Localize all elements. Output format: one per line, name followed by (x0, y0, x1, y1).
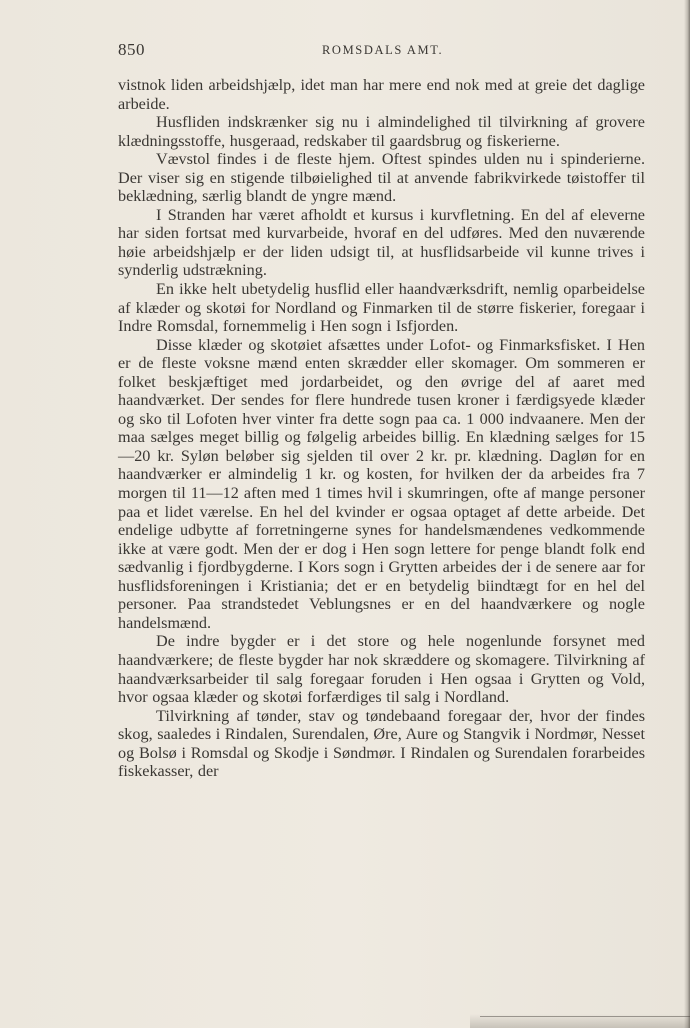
paragraph: I Stranden har været afholdt et kursus i kurvfletning. En del af eleverne har siden fortsat med kurvarbeide, hvoraf en del udføres. Med den nuværende høie arbeidshjælp er der liden udsigt til, at husflidsarbeide vil kunne trives i synderlig udstrækning. (118, 205, 645, 280)
paragraph: Disse klæder og skotøiet afsættes under Lofot- og Finmarksfisket. I Hen er de fleste voksne mænd enten skrædder eller skomager. Om sommeren er folket beskjæftiget med jordarbeidet, og den øvrige del af aaret med haandværket. Der sendes for flere hundrede tusen kroner i færdigsyede klæder og sko til Lofoten hver vinter fra dette sogn paa ca. 1 000 indvaanere. Men der maa sælges meget billig og følgelig arbeides billig. En klædning sælges for 15—20 kr. Syløn beløber sig sjelden til over 2 kr. pr. klædning. Dagløn for en haandværker er almindelig 1 kr. og kosten, for hvilken der da arbeides fra 7 morgen til 11—12 aften med 1 times hvil i skumringen, ofte af mange personer paa et lidet værelse. En hel del kvinder er ogsaa optaget af dette arbeide. Det endelige udbytte af forretningerne synes for handelsmændenes vedkommende ikke at være godt. Men der er dog i Hen sogn lettere for penge blandt folk end sædvanlig i fjordbygderne. I Kors sogn i Grytten arbeides der i de senere aar for husflidsforeningen i Kristiania; det er en betydelig biindtægt for en hel del personer. Paa strandstedet Veblungsnes er en del haandværkere og nogle handelsmænd. (118, 335, 645, 632)
paragraph: Tilvirkning af tønder, stav og tøndebaand foregaar der, hvor der findes skog, saaledes i Rindalen, Surendalen, Øre, Aure og Stangvik i Nordmør, Nesset og Bolsø i Romsdal og Skodje i Søndmør. I Rindalen og Surendalen forarbeides fiskekasser, der (118, 706, 645, 781)
paragraph: De indre bygder er i det store og hele nogenlunde forsynet med haandværkere; de fleste bygder har nok skræddere og skomagere. Tilvirkning af haandværksarbeider til salg foregaar foruden i Hen ogsaa i Grytten og Vold, hvor ogsaa klæder og skotøi forfærdiges til salg i Nordland. (118, 632, 645, 707)
page-number: 850 (118, 40, 145, 59)
page-edge-line (480, 1016, 690, 1017)
paragraph: vistnok liden arbeidshjælp, idet man har mere end nok med at greie det daglige arbeide. (118, 76, 645, 113)
body-text (118, 76, 645, 781)
running-head: ROMSDALS AMT. (322, 43, 444, 57)
paragraph: Husfliden indskrænker sig nu i almindelighed til tilvirkning af grovere klædningsstoffe, husgeraad, redskaber til gaardsbrug og fiskerierne. (118, 113, 645, 150)
paragraph: Vævstol findes i de fleste hjem. Oftest spindes ulden nu i spinderierne. Der viser sig en stigende tilbøielighed til at anvende fabrikvirkede tøistoffer til beklædning, særlig blandt de yngre mænd. (118, 150, 645, 206)
page-edge-shadow (684, 0, 690, 1028)
paragraph: En ikke helt ubetydelig husflid eller haandværksdrift, nemlig oparbeidelse af klæder og skotøi for Nordland og Finmarken til de større fiskerier, foregaar i Indre Romsdal, fornemmelig i Hen sogn i Isfjorden. (118, 280, 645, 336)
page-header (118, 40, 645, 62)
